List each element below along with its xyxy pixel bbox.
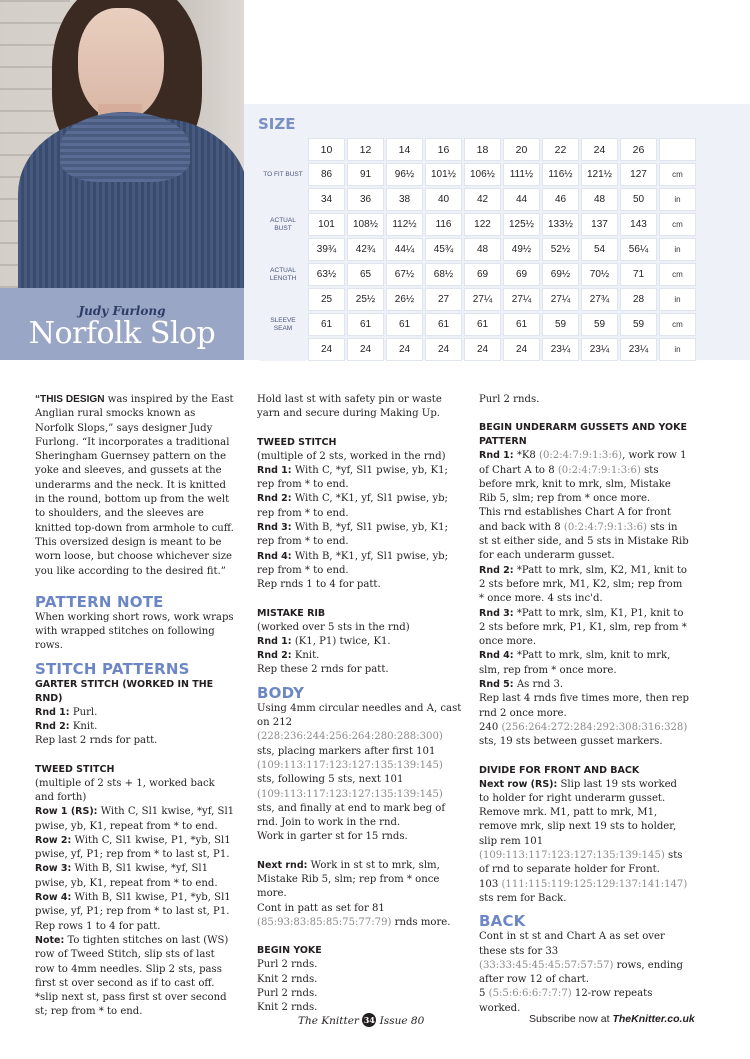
underarm-total-sizes: (256:264:272:284:292:308:316:328) xyxy=(501,721,688,733)
size-cell: 27¾ xyxy=(581,288,618,311)
size-cell: 101 xyxy=(308,213,345,236)
body-next-rnd xyxy=(257,859,463,902)
garter-rep: Rep last 2 rnds for patt. xyxy=(35,735,158,747)
underarm-total-b: sts, 19 sts between gusset markers. xyxy=(479,736,663,748)
size-cell: 61 xyxy=(503,313,540,336)
underarm-rnd-2 xyxy=(479,564,689,607)
size-header-cell: 16 xyxy=(425,138,462,161)
mistake-rib-rnd-2-text: Knit. xyxy=(291,650,320,662)
underarm-rnd-1-c: sts before mrk, knit to mrk, slm, Mistake Rib 5, slm; rep from * once more. xyxy=(479,464,671,505)
mistake-rib-intro: (worked over 5 sts in the rnd) xyxy=(257,621,410,633)
underarm-rnd-5-label: Rnd 5: xyxy=(479,679,514,691)
size-unit: cm xyxy=(659,163,696,186)
size-row-label: ACTUAL LENGTH xyxy=(260,263,306,286)
pattern-note-text: When working short rows, work wraps with wrapped stitches on following rows. xyxy=(35,611,234,652)
size-row-label xyxy=(260,238,306,261)
size-cell: 125½ xyxy=(503,213,540,236)
tweed-flat-row-1-label: Row 1 (RS): xyxy=(35,806,98,818)
body-garter: Work in garter st for 15 rnds. xyxy=(257,831,408,843)
size-row xyxy=(260,288,696,311)
underarm-establish xyxy=(479,506,689,563)
size-cell: 59 xyxy=(620,313,657,336)
size-cell: 23¼ xyxy=(542,338,579,361)
body-cont-b: rnds more. xyxy=(391,916,451,928)
garter-rnd-1-label: Rnd 1: xyxy=(35,706,70,718)
size-cell: 42¾ xyxy=(347,238,384,261)
underarm-establish-sizes: (0:2:4:7:9:1:3:6) xyxy=(563,521,647,533)
size-cell: 96½ xyxy=(386,163,423,186)
size-header-cell: 14 xyxy=(386,138,423,161)
size-cell: 23¼ xyxy=(581,338,618,361)
issue-number: Issue 80 xyxy=(379,1015,425,1027)
garter-stitch-heading: GARTER STITCH (WORKED IN THE RND) xyxy=(35,678,214,704)
size-cell: 39¾ xyxy=(308,238,345,261)
underarm-establish-b: sts in st st either side, and 5 sts in Mistake Rib for each underarm gusset. xyxy=(479,521,689,562)
size-cell: 61 xyxy=(464,313,501,336)
divide-next-row-a: Slip last 19 sts worked to holder for right underarm gusset. Remove mrk. M1, patt to mrk, M1, remove mrk, slip next 19 sts to holder, slip rem 101 xyxy=(479,778,678,847)
mistake-rib-rnd-2-label: Rnd 2: xyxy=(257,650,292,662)
body-cast-on-sizes-3: (109:113:117:123:127:135:139:145) xyxy=(257,788,443,800)
size-cell: 40 xyxy=(425,188,462,211)
size-unit: cm xyxy=(659,213,696,236)
size-cell: 65 xyxy=(347,263,384,286)
size-cell: 24 xyxy=(347,338,384,361)
size-cell: 24 xyxy=(464,338,501,361)
body-next-rnd-text: Work in st st to mrk, slm, Mistake Rib 5, slm; rep from * once more. xyxy=(257,859,440,900)
size-cell: 46 xyxy=(542,188,579,211)
size-row xyxy=(260,163,696,186)
tweed-rnd-3 xyxy=(257,521,463,550)
divide-next-row-b: sts of rnd to separate holder for Front. xyxy=(479,850,683,876)
size-cell: 68½ xyxy=(425,263,462,286)
unit-header-blank xyxy=(659,138,696,161)
page-number: 34 xyxy=(363,1015,375,1025)
tweed-flat-row-3 xyxy=(35,862,235,891)
body-cast-on-sizes: (228:236:244:256:264:280:288:300) xyxy=(257,731,443,743)
size-row-label: ACTUAL BUST xyxy=(260,213,306,236)
size-cell: 111½ xyxy=(503,163,540,186)
body-heading: BODY xyxy=(257,683,305,702)
size-header-cell: 18 xyxy=(464,138,501,161)
garter-rnd-2-text: Knit. xyxy=(69,721,98,733)
size-cell: 59 xyxy=(542,313,579,336)
tweed-rnd-2 xyxy=(257,492,463,521)
size-cell: 108½ xyxy=(347,213,384,236)
underarm-rnd-5-text: As rnd 3. xyxy=(513,679,564,691)
tweed-flat-row-3-label: Row 3: xyxy=(35,863,72,875)
underarm-rnd-1-sizes-2: (0:2:4:7:9:1:3:6) xyxy=(557,464,641,476)
pattern-title: Norfolk Slop xyxy=(28,316,216,351)
underarm-rnd-4-text: *Patt to mrk, slm, knit to mrk, slm, rep from * once more. xyxy=(479,650,671,676)
size-unit: cm xyxy=(659,263,696,286)
footer-subscribe xyxy=(529,1013,695,1025)
website-link[interactable]: TheKnitter.co.uk xyxy=(612,1013,695,1025)
back-para-1-b: rows, ending after row 12 of chart. xyxy=(479,959,683,986)
size-row xyxy=(260,313,696,336)
yoke-line-2: Knit 2 rnds. xyxy=(257,973,318,985)
hold-text: Hold last st with safety pin or waste yarn and secure during Making Up. xyxy=(257,394,442,420)
size-row xyxy=(260,213,696,236)
size-cell: 27¼ xyxy=(503,288,540,311)
size-cell: 86 xyxy=(308,163,345,186)
stitch-patterns-heading: STITCH PATTERNS xyxy=(35,659,190,678)
size-cell: 127 xyxy=(620,163,657,186)
divide-heading: DIVIDE FOR FRONT AND BACK xyxy=(479,764,640,776)
size-cell: 25 xyxy=(308,288,345,311)
size-cell: 23¼ xyxy=(620,338,657,361)
size-cell: 44¼ xyxy=(386,238,423,261)
underarm-rnd-3-text: *Patt to mrk, slm, K1, P1, knit to 2 sts before mrk, P1, K1, slm, rep from * once more. xyxy=(479,607,687,648)
size-cell: 36 xyxy=(347,188,384,211)
size-cell: 101½ xyxy=(425,163,462,186)
body-cast-on-sizes-2: (109:113:117:123:127:135:139:145) xyxy=(257,759,443,771)
mistake-rib-rnd-1-text: (K1, P1) twice, K1. xyxy=(291,635,391,647)
tweed-rnd-1-text: With C, *yf, Sl1 pwise, yb, K1; rep from * to end. xyxy=(257,464,448,491)
mistake-rib-rnd-2 xyxy=(257,649,463,663)
tweed-flat-heading: TWEED STITCH xyxy=(35,763,115,775)
body-cast-on-a: Using 4mm circular needles and A, cast on 212 xyxy=(257,702,462,729)
divide-remaining-a: 103 xyxy=(479,878,502,890)
size-cell: 69 xyxy=(503,263,540,286)
subscribe-text: Subscribe now at xyxy=(529,1013,613,1025)
tweed-rnd-rep: Rep rnds 1 to 4 for patt. xyxy=(257,579,381,591)
underarm-rnd-2-label: Rnd 2: xyxy=(479,564,514,576)
divide-remaining xyxy=(479,878,689,907)
size-cell: 48 xyxy=(581,188,618,211)
size-row-label xyxy=(260,188,306,211)
size-cell: 28 xyxy=(620,288,657,311)
underarm-rnd-3-label: Rnd 3: xyxy=(479,607,514,619)
tweed-flat-row-4 xyxy=(35,891,235,920)
size-cell: 27¼ xyxy=(464,288,501,311)
size-row xyxy=(260,238,696,261)
body-cast-on-c: sts, following 5 sts, next 101 xyxy=(257,774,404,786)
size-cell: 27 xyxy=(425,288,462,311)
size-cell: 133½ xyxy=(542,213,579,236)
body-next-rnd-label: Next rnd: xyxy=(257,859,308,871)
back-para-1-sizes: (33:33:45:45:45:57:57:57) xyxy=(479,959,614,971)
size-table xyxy=(258,136,698,363)
size-cell: 106½ xyxy=(464,163,501,186)
intro-lead: “THIS DESIGN xyxy=(35,394,105,405)
tweed-flat-row-2 xyxy=(35,834,235,863)
size-row-label: SLEEVE SEAM xyxy=(260,313,306,336)
underarm-total xyxy=(479,721,689,750)
back-para-2 xyxy=(479,987,689,1016)
underarm-heading: BEGIN UNDERARM GUSSETS AND YOKE PATTERN xyxy=(479,422,687,448)
back-para-1-a: Cont in st st and Chart A as set over these sts for 33 xyxy=(479,931,665,957)
size-cell: 24 xyxy=(503,338,540,361)
size-cell: 52½ xyxy=(542,238,579,261)
model-photo xyxy=(0,0,244,288)
size-cell: 122 xyxy=(464,213,501,236)
divide-next-row xyxy=(479,778,689,878)
underarm-rnd-1-sizes: (0:2:4:7:9:1:3:6) xyxy=(539,450,623,462)
body-cont xyxy=(257,902,463,931)
size-cell: 50 xyxy=(620,188,657,211)
size-unit: cm xyxy=(659,313,696,336)
size-cell: 27¼ xyxy=(542,288,579,311)
tweed-flat-row-4-text: With B, Sl1 kwise, P1, *yb, Sl1 pwise, yf, P1; rep from * to last st, P1. xyxy=(35,892,231,918)
size-cell: 67½ xyxy=(386,263,423,286)
intro-text: was inspired by the East Anglian rural smocks known as Norfolk Slops,” says designer Judy Furlong. “It incorporates a traditional Sheringham Guernsey pattern on the yoke and sleeves, and gussets at the underarms and the neck. It is knitted in the round, bottom up from the welt to shoulders, and the sleeves are knitted top-down from armhole to cuff. This oversized design is meant to be worn loose, but choose whichever size you like according to the desired fit.” xyxy=(35,394,234,577)
size-header-row xyxy=(260,138,696,161)
body-cont-sizes: (85:93:83:85:85:75:77:79) xyxy=(257,916,392,928)
divide-remaining-b: sts rem for Back. xyxy=(479,892,567,904)
size-row-label: TO FIT BUST xyxy=(260,163,306,186)
size-cell: 61 xyxy=(425,313,462,336)
tweed-rnd-4-label: Rnd 4: xyxy=(257,550,292,562)
size-cell: 38 xyxy=(386,188,423,211)
tweed-flat-row-2-label: Row 2: xyxy=(35,834,72,846)
underarm-establish-a: This rnd establishes Chart A for front and back with 8 xyxy=(479,507,671,533)
size-cell: 143 xyxy=(620,213,657,236)
divide-next-row-label: Next row (RS): xyxy=(479,778,558,790)
garter-rnd-1 xyxy=(35,706,235,720)
underarm-rnd-1-label: Rnd 1: xyxy=(479,450,514,462)
tweed-rnd-4-text: With B, *K1, yf, Sl1 pwise, yb; rep from * to end. xyxy=(257,550,449,576)
mistake-rib-heading: MISTAKE RIB xyxy=(257,607,326,619)
body-cast-on xyxy=(257,702,463,831)
size-cell: 69½ xyxy=(542,263,579,286)
size-cell: 34 xyxy=(308,188,345,211)
size-cell: 48 xyxy=(464,238,501,261)
yoke-line-4: Knit 2 rnds. xyxy=(257,1002,318,1014)
size-cell: 61 xyxy=(308,313,345,336)
size-row xyxy=(260,188,696,211)
back-para-2-sizes: (5:5:6:6:6:7:7:7) xyxy=(488,988,572,1000)
size-header-blank xyxy=(260,138,306,161)
size-cell: 112½ xyxy=(386,213,423,236)
tweed-flat-row-2-text: With C, Sl1 kwise, P1, *yb, Sl1 pwise, yf, P1; rep from * to last st, P1. xyxy=(35,834,231,861)
intro-paragraph xyxy=(35,393,235,579)
column-1 xyxy=(35,393,235,1020)
size-unit: in xyxy=(659,188,696,211)
size-cell: 70½ xyxy=(581,263,618,286)
size-cell: 42 xyxy=(464,188,501,211)
size-cell: 24 xyxy=(386,338,423,361)
tweed-rnd-1-label: Rnd 1: xyxy=(257,464,292,476)
size-row xyxy=(260,338,696,361)
mistake-rib-rnd-1 xyxy=(257,635,463,649)
yoke-line-5: Purl 2 rnds. xyxy=(479,394,540,405)
underarm-rnd-1 xyxy=(479,449,689,506)
underarm-rnd-3 xyxy=(479,607,689,650)
size-cell: 71 xyxy=(620,263,657,286)
size-header-cell: 26 xyxy=(620,138,657,161)
mistake-rib-rnd-1-label: Rnd 1: xyxy=(257,635,292,647)
size-row xyxy=(260,263,696,286)
divide-remaining-sizes: (111:115:119:125:129:137:141:147) xyxy=(501,878,688,890)
body-cast-on-d: sts, and finally at end to mark beg of rnd. Join to work in the rnd. xyxy=(257,802,446,829)
tweed-rnd-heading: TWEED STITCH xyxy=(257,436,337,448)
garter-rnd-2 xyxy=(35,720,235,734)
size-cell: 25½ xyxy=(347,288,384,311)
size-cell: 116½ xyxy=(542,163,579,186)
size-cell: 69 xyxy=(464,263,501,286)
size-cell: 45¾ xyxy=(425,238,462,261)
back-para-1 xyxy=(479,930,689,987)
size-header-cell: 22 xyxy=(542,138,579,161)
tweed-rnd-3-label: Rnd 3: xyxy=(257,522,292,534)
underarm-rep: Rep last 4 rnds five times more, then rep rnd 2 once more. xyxy=(479,693,689,719)
sweater-collar xyxy=(60,112,190,182)
size-unit: in xyxy=(659,238,696,261)
back-heading: BACK xyxy=(479,912,526,931)
yoke-line-3: Purl 2 rnds. xyxy=(257,987,318,999)
size-row-label xyxy=(260,288,306,311)
tweed-flat-note xyxy=(35,934,235,1020)
size-cell: 54 xyxy=(581,238,618,261)
underarm-rnd-1-a: *K8 xyxy=(513,450,540,462)
column-2 xyxy=(257,393,463,1015)
back-para-2-b: 12-row repeats worked. xyxy=(479,988,653,1014)
size-cell: 61 xyxy=(386,313,423,336)
underarm-rnd-2-text: *Patt to mrk, slm, K2, M1, knit to 2 sts before mrk, M1, K2, slm; rep from * once more. 4 sts inc'd. xyxy=(479,564,688,605)
size-row-label xyxy=(260,338,306,361)
designer-name: Judy Furlong xyxy=(78,304,166,318)
tweed-flat-row-4-label: Row 4: xyxy=(35,892,72,904)
underarm-rnd-4-label: Rnd 4: xyxy=(479,650,514,662)
size-header-cell: 10 xyxy=(308,138,345,161)
size-cell: 63½ xyxy=(308,263,345,286)
divide-next-row-sizes: (109:113:117:123:127:135:139:145) xyxy=(479,850,665,862)
yoke-line-1: Purl 2 rnds. xyxy=(257,959,318,971)
tweed-flat-note-label: Note: xyxy=(35,934,65,946)
body-cast-on-b: sts, placing markers after first 101 xyxy=(257,745,436,757)
begin-yoke-heading: BEGIN YOKE xyxy=(257,945,322,957)
tweed-flat-intro: (multiple of 2 sts + 1, worked back and forth) xyxy=(35,777,215,803)
tweed-flat-row-3-text: With B, Sl1 kwise, *yf, Sl1 pwise, yb, K1, repeat from * to end. xyxy=(35,863,218,889)
tweed-flat-note-text: To tighten stitches on last (WS) row of Tweed Stitch, slip sts of last row to 4mm needles. Slip 2 sts, pass first st over second as if to cast off. *slip next st, pass first st over second st; rep from * to end. xyxy=(35,934,229,1018)
size-cell: 26½ xyxy=(386,288,423,311)
size-cell: 61 xyxy=(347,313,384,336)
size-heading: SIZE xyxy=(258,115,296,133)
tweed-rnd-3-text: With B, *yf, Sl1 pwise, yb, K1; rep from * to end. xyxy=(257,522,449,548)
tweed-flat-row-1 xyxy=(35,805,235,834)
underarm-rnd-4 xyxy=(479,649,689,678)
size-cell: 24 xyxy=(308,338,345,361)
size-cell: 49½ xyxy=(503,238,540,261)
tweed-flat-row-1-text: With C, Sl1 kwise, *yf, Sl1 pwise, yb, K1, repeat from * to end. xyxy=(35,806,235,832)
size-header-cell: 24 xyxy=(581,138,618,161)
underarm-rnd-5 xyxy=(479,678,689,692)
size-header-cell: 12 xyxy=(347,138,384,161)
column-3 xyxy=(479,393,689,1016)
size-cell: 137 xyxy=(581,213,618,236)
tweed-rnd-intro: (multiple of 2 sts, worked in the rnd) xyxy=(257,450,446,462)
title-band xyxy=(0,288,244,360)
tweed-flat-rep: Rep rows 1 to 4 for patt. xyxy=(35,920,161,932)
tweed-rnd-1 xyxy=(257,464,463,493)
size-cell: 56¼ xyxy=(620,238,657,261)
size-cell: 116 xyxy=(425,213,462,236)
underarm-total-a: 240 xyxy=(479,721,502,733)
size-unit: in xyxy=(659,338,696,361)
underarm-rnd-1-b: , work row 1 of Chart A to 8 xyxy=(479,450,687,476)
size-unit: in xyxy=(659,288,696,311)
tweed-rnd-2-label: Rnd 2: xyxy=(257,493,292,505)
garter-rnd-2-label: Rnd 2: xyxy=(35,721,70,733)
size-cell: 59 xyxy=(581,313,618,336)
back-para-2-a: 5 xyxy=(479,988,489,1000)
pattern-note-heading: PATTERN NOTE xyxy=(35,592,164,611)
size-header-cell: 20 xyxy=(503,138,540,161)
tweed-rnd-2-text: With C, *K1, yf, Sl1 pwise, yb; rep from * to end. xyxy=(257,493,448,519)
size-cell: 24 xyxy=(425,338,462,361)
footer-magazine xyxy=(298,1013,424,1027)
garter-rnd-1-text: Purl. xyxy=(69,706,98,718)
size-cell: 91 xyxy=(347,163,384,186)
size-cell: 44 xyxy=(503,188,540,211)
body-cont-a: Cont in patt as set for 81 xyxy=(257,902,385,914)
mistake-rib-rep: Rep these 2 rnds for patt. xyxy=(257,664,389,676)
size-cell: 121½ xyxy=(581,163,618,186)
tweed-rnd-4 xyxy=(257,550,463,579)
magazine-name: The Knitter xyxy=(298,1015,359,1027)
